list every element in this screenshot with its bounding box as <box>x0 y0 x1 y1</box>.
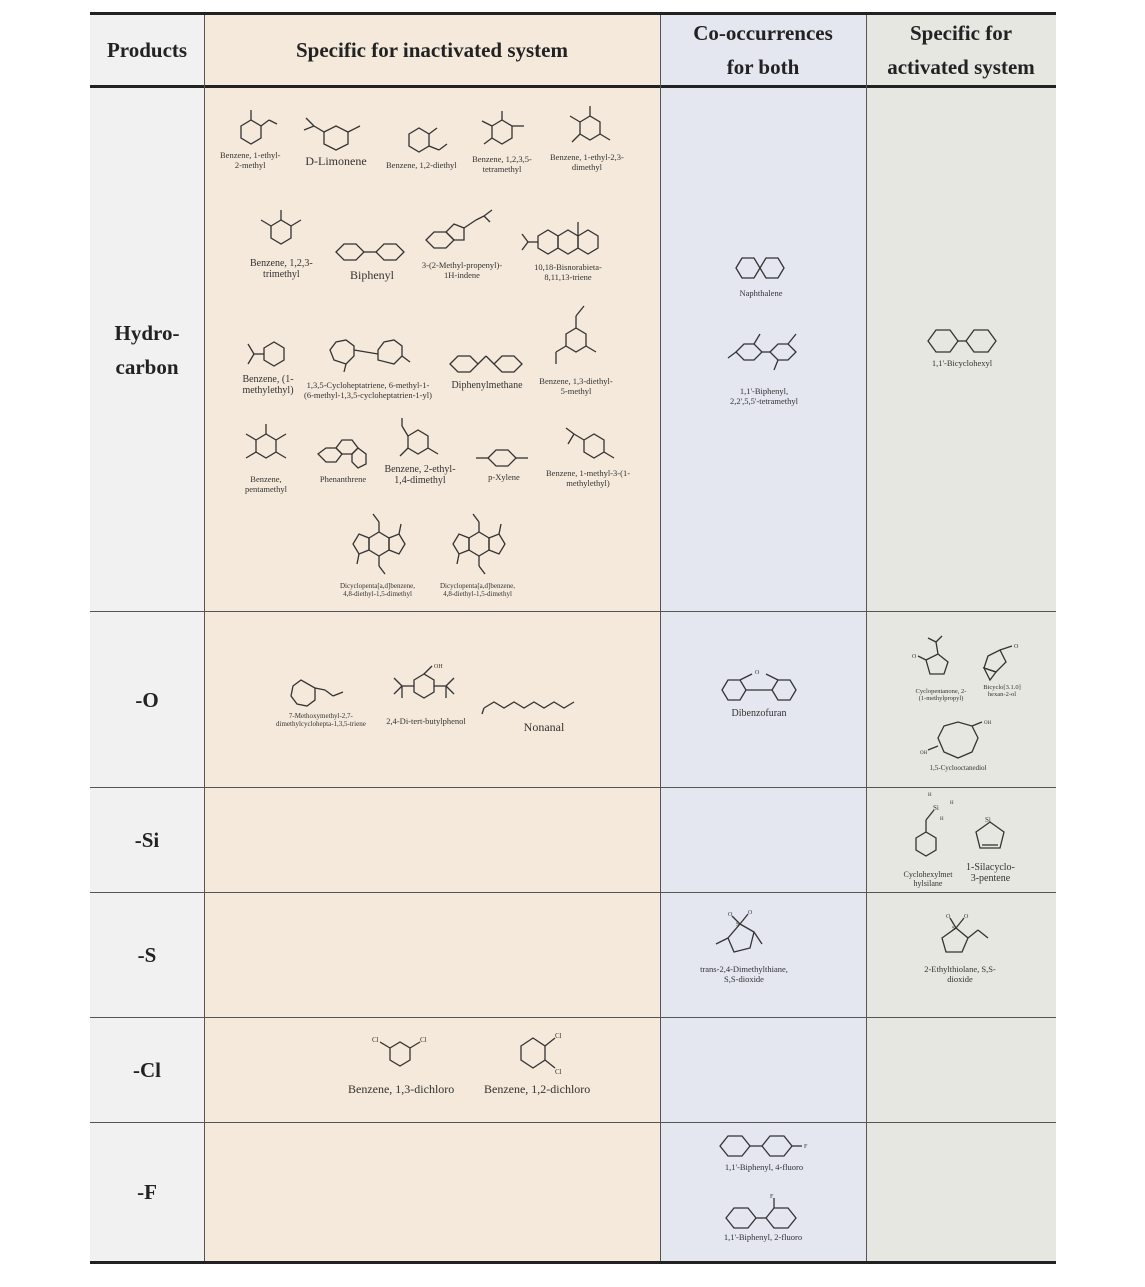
compound-name: Benzene, 1-methyl-3-(1- methylethyl) <box>546 468 631 488</box>
column-divider <box>660 15 661 1261</box>
compound-name: Benzene, (1- methylethyl) <box>242 374 294 396</box>
compound-silacyclopentene <box>966 812 1015 884</box>
compound-naphthalene <box>728 248 794 298</box>
compound-1-3-dichlorobenzene <box>348 1032 454 1096</box>
compound-nonanal <box>480 692 590 734</box>
hydroxyl-label: OH <box>920 751 928 756</box>
compound-name: Dibenzofuran <box>731 708 787 719</box>
compound-biphenyl <box>328 236 416 282</box>
compound-cyclohexylmethylsilane <box>898 790 958 888</box>
header-activated-line1: Specific for <box>909 21 1013 45</box>
compound-name: Phenanthrene <box>319 474 367 484</box>
header-activated-line2: activated system <box>887 55 1035 79</box>
compound-1-2-3-trimethylbenzene <box>250 206 313 280</box>
compound-name: Dicyclopenta[a,d]benzene, 4,8-diethyl-1,5-dimethyl <box>340 582 416 598</box>
compound-1-3-diethyl-5-methylbenzene <box>536 300 616 396</box>
chlorine-label: Cl <box>372 1036 379 1044</box>
row-label-fluorine-text: -F <box>137 1180 157 1204</box>
compound-name: 1,3,5-Cycloheptatriene, 6-methyl-1- (6-methyl-1,3,5-cycloheptatrien-1-yl) <box>304 380 432 400</box>
compound-name: 1,1'-Biphenyl, 2,2',5,5'-tetramethyl <box>730 386 798 406</box>
compound-name: Benzene, pentamethyl <box>244 474 287 494</box>
oxygen-label: O <box>946 914 951 920</box>
compound-dibenzofuran <box>716 664 802 719</box>
row-divider <box>90 611 1056 612</box>
header-inactivated <box>204 15 660 85</box>
both-column <box>660 15 866 1261</box>
compound-1-2-dichlorobenzene <box>484 1026 590 1096</box>
compound-name: 1,1'-Biphenyl, 2-fluoro <box>723 1232 803 1242</box>
column-divider <box>204 15 205 1261</box>
compound-name: Benzene, 2-ethyl- 1,4-dimethyl <box>384 464 456 486</box>
hydroxyl-label: OH <box>984 721 992 726</box>
compound-name: Benzene, 1,2-dichloro <box>484 1082 591 1096</box>
row-divider <box>90 1017 1056 1018</box>
row-label-hydrocarbon-line1: Hydro- <box>114 320 180 345</box>
compound-phenanthrene <box>312 430 374 484</box>
silicon-label: Si <box>933 804 939 812</box>
row-label-fluorine <box>90 1123 204 1261</box>
oxygen-label: O <box>912 654 917 660</box>
compound-name: Nonanal <box>523 720 565 734</box>
chlorine-label: Cl <box>555 1068 562 1076</box>
compound-name: Benzene, 1,2,3,5- tetramethyl <box>472 154 532 174</box>
compound-methoxymethyl-cycloheptatriene <box>276 672 366 728</box>
row-label-chlorine-text: -Cl <box>133 1058 161 1082</box>
compound-name: Cyclopentanone, 2- (1-methylpropyl) <box>915 688 967 702</box>
header-inactivated-label: Specific for inactivated system <box>296 38 568 62</box>
row-label-sulfur-text: -S <box>137 943 157 967</box>
compound-name: Cyclohexylmet hylsilane <box>903 870 953 888</box>
compound-name: Benzene, 1,2,3- trimethyl <box>250 258 313 280</box>
compound-bicyclohexyl <box>912 324 1012 368</box>
compound-1-ethyl-2-3-dimethylbenzene <box>550 102 624 172</box>
products-table <box>90 12 1056 1264</box>
compound-1-2-diethylbenzene <box>386 124 457 170</box>
compound-cyclooctanediol <box>920 718 996 772</box>
compound-bicycloheptatrienyl <box>304 330 432 400</box>
compound-name: 2,4-Di-tert-butylphenol <box>386 716 466 726</box>
compound-name: trans-2,4-Dimethylthiane, S,S-dioxide <box>700 964 788 984</box>
chlorine-label: Cl <box>420 1036 427 1044</box>
row-divider <box>90 892 1056 893</box>
compound-name: Benzene, 1-ethyl-2,3- dimethyl <box>550 152 624 172</box>
row-label-sulfur <box>90 893 204 1017</box>
compound-4-fluorobiphenyl <box>714 1130 814 1172</box>
compound-sec-butylcyclopentanone <box>910 636 972 702</box>
compound-dicyclopentabenzene <box>340 512 415 598</box>
row-divider <box>90 787 1056 788</box>
row-label-oxygen <box>90 612 204 787</box>
oxygen-label: O <box>755 670 760 676</box>
compound-name: Benzene, 1-ethyl- 2-methyl <box>220 150 281 170</box>
compound-10-18-bisnorabieta-triene <box>518 212 618 282</box>
compound-name: Naphthalene <box>739 288 783 298</box>
hydrogen-label: H <box>928 793 932 798</box>
compound-dimethylthiane-dioxide <box>698 908 790 984</box>
row-divider <box>90 1122 1056 1123</box>
compound-name: p-Xylene <box>488 472 520 482</box>
row-label-chlorine <box>90 1018 204 1122</box>
compound-3-2-methylpropenyl-1h-indene <box>420 210 504 280</box>
compound-d-limonene <box>302 112 370 168</box>
compound-bicyclohexanol <box>974 636 1030 698</box>
compound-diphenylmethane <box>446 348 528 391</box>
row-label-silicon-text: -Si <box>134 828 160 852</box>
oxygen-label: O <box>748 910 753 916</box>
table-bottom-rule <box>90 1261 1056 1264</box>
oxygen-label: O <box>964 914 969 920</box>
row-label-silicon <box>90 788 204 892</box>
compound-name: Benzene, 1,2-diethyl <box>386 160 457 170</box>
header-both-line1: Co-occurrences <box>693 21 833 45</box>
compound-dicyclopentabenzene-isomer <box>440 512 515 598</box>
compound-name: 3-(2-Methyl-propenyl)- 1H-indene <box>421 260 503 280</box>
row-label-hydrocarbon <box>90 88 204 611</box>
header-both-line2: for both <box>726 55 800 79</box>
compound-name: Bicyclo[3.1.0] hexan-2-ol <box>983 684 1021 698</box>
compound-ethylthiolane-dioxide <box>920 908 1000 984</box>
compound-p-xylene <box>466 444 542 482</box>
fluorine-label: F <box>804 1144 808 1150</box>
compound-name: Biphenyl <box>350 268 394 282</box>
compound-name: 2-Ethylthiolane, S,S- dioxide <box>924 964 996 984</box>
compound-2-ethyl-1-4-dimethylbenzene <box>384 412 456 486</box>
compound-name: Benzene, 1,3-dichloro <box>348 1082 455 1096</box>
header-both <box>660 15 866 85</box>
compound-name: 10,18-Bisnorabieta- 8,11,13-triene <box>534 262 602 282</box>
compound-di-tert-butylphenol <box>384 660 468 726</box>
sulfur-label: S <box>736 922 740 928</box>
row-label-oxygen-text: -O <box>135 687 159 712</box>
silicon-label: Si <box>985 816 992 824</box>
compound-tetramethylbiphenyl <box>722 324 806 406</box>
column-divider <box>866 15 867 1261</box>
fluorine-label: F <box>770 1194 774 1200</box>
compound-1-ethyl-2-methylbenzene <box>220 104 280 170</box>
hydrogen-label: H <box>950 801 954 806</box>
header-activated <box>866 15 1056 85</box>
compound-m-cymene <box>546 418 630 488</box>
hydroxyl-label: OH <box>434 664 443 670</box>
compound-name: 1-Silacyclo- 3-pentene <box>966 862 1015 884</box>
compound-pentamethylbenzene <box>236 420 296 494</box>
oxygen-label: O <box>728 912 733 918</box>
compound-name: 7-Methoxymethyl-2,7- dimethylcyclohepta-1,3,5-triene <box>276 712 366 728</box>
header-products-label: Products <box>106 38 188 62</box>
oxygen-label: O <box>1014 644 1019 650</box>
compound-name: D-Limonene <box>305 154 367 168</box>
chlorine-label: Cl <box>555 1032 562 1040</box>
hydrogen-label: H <box>940 817 944 822</box>
compound-name: 1,5-Cyclooctanediol <box>929 764 987 772</box>
compound-name: Dicyclopenta[a,d]benzene, 4,8-diethyl-1,5-dimethyl <box>440 582 516 598</box>
header-rule <box>90 85 1056 88</box>
compound-name: 1,1'-Bicyclohexyl <box>931 358 993 368</box>
compound-2-fluorobiphenyl <box>718 1192 808 1242</box>
row-label-hydrocarbon-line2: carbon <box>115 354 179 379</box>
compound-1-2-3-5-tetramethylbenzene <box>472 108 532 174</box>
compound-cumene <box>238 338 298 396</box>
sulfur-label: S <box>952 926 956 932</box>
compound-name: Benzene, 1,3-diethyl- 5-methyl <box>539 376 613 396</box>
compound-name: 1,1'-Biphenyl, 4-fluoro <box>724 1162 804 1172</box>
header-products <box>90 15 204 85</box>
compound-name: Diphenylmethane <box>451 380 523 391</box>
